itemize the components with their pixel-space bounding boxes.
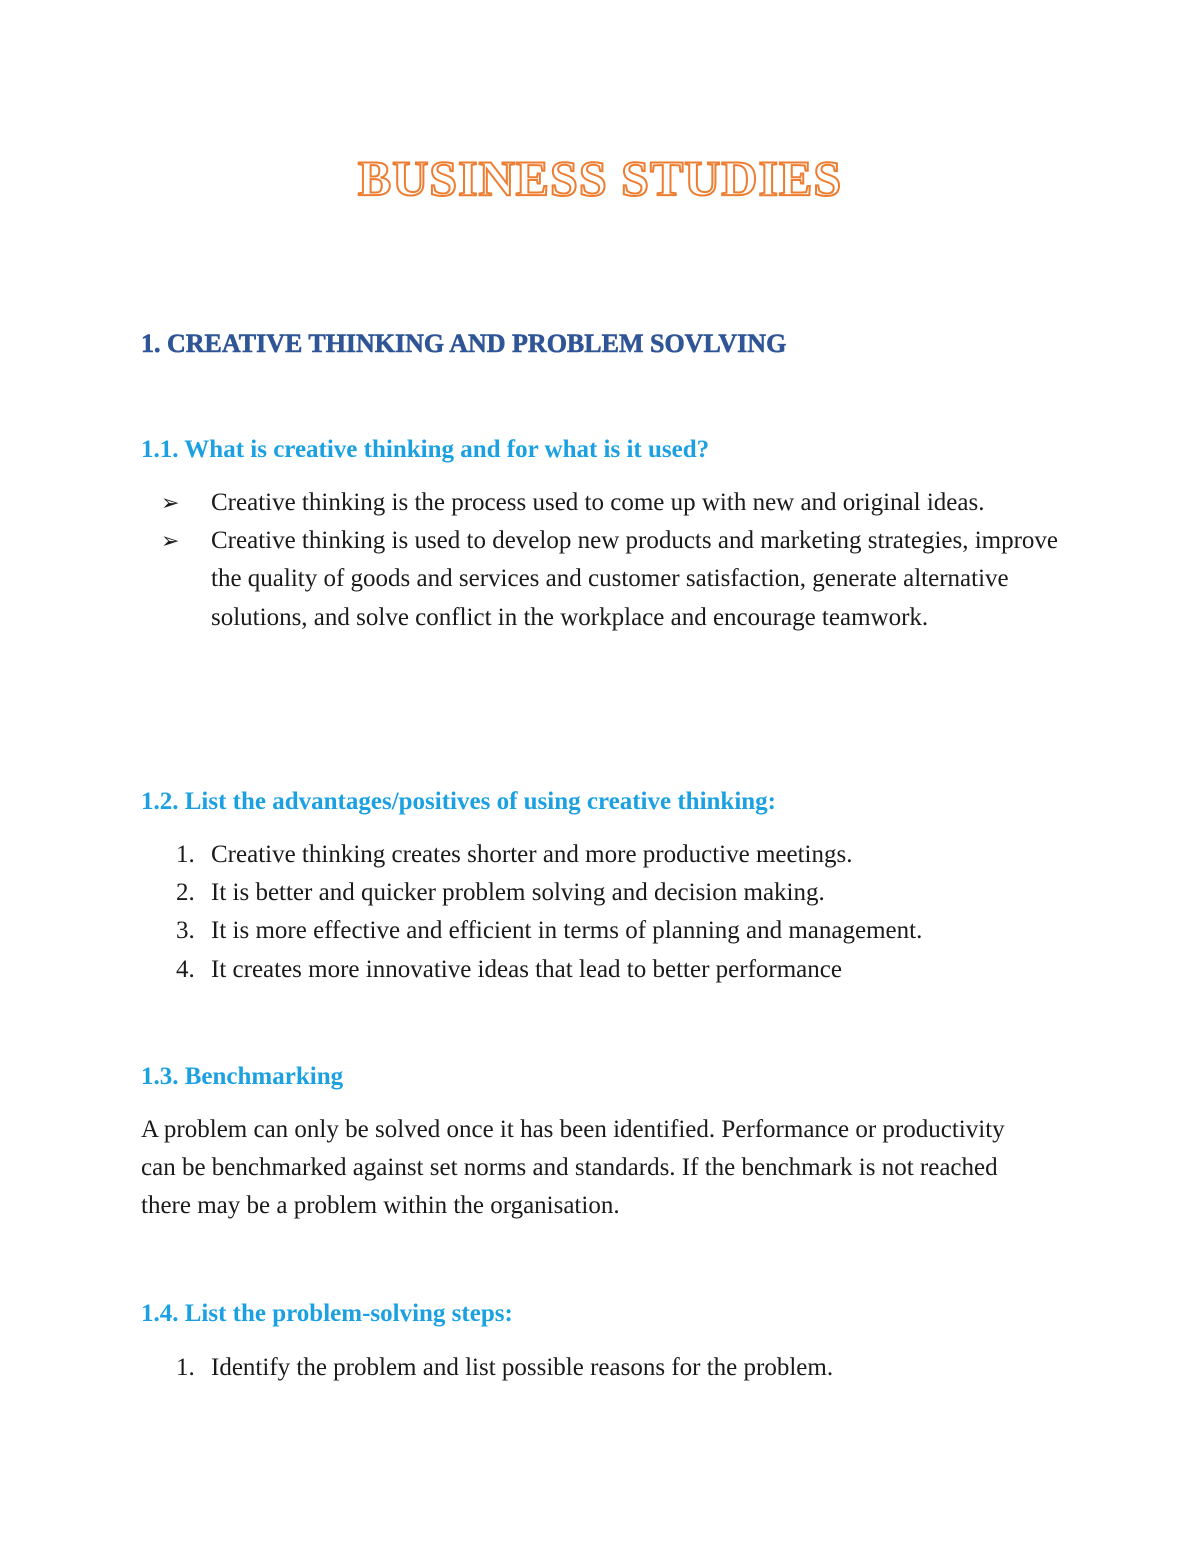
list-item-text: Creative thinking is the process used to come up with new and original ideas. (211, 489, 985, 516)
list-item-text: It is more effective and efficient in terms of planning and management. (211, 917, 923, 945)
list-item (141, 522, 1071, 637)
section-heading-1-1: 1.1. What is creative thinking and for what is it used? (141, 436, 710, 463)
list-item-number: 4. (176, 955, 195, 983)
list-item-number: 1. (176, 841, 195, 868)
arrowhead-bullet-icon: ➢ (161, 491, 180, 516)
list-item-number: 1. (176, 1354, 195, 1381)
list-item-text: It creates more innovative ideas that lead to better performance (211, 955, 842, 983)
list-item-text: It is better and quicker problem solving and decision making. (211, 879, 825, 907)
list-item (141, 874, 1071, 912)
list-item (141, 951, 1071, 989)
chapter-heading: 1. CREATIVE THINKING AND PROBLEM SOVLVING (141, 329, 787, 358)
bullet-list-1-1 (141, 484, 1071, 637)
list-item (141, 912, 1071, 950)
numbered-list-1-2 (141, 836, 1071, 989)
benchmarking-paragraph: A problem can only be solved once it has been identified. Performance or productivity can be benchmarked against set norms and standards. If the benchmark is not reached there may be a problem within the organisation. (141, 1116, 1005, 1220)
arrowhead-bullet-icon: ➢ (161, 529, 180, 555)
list-item-number: 3. (176, 917, 195, 945)
document-title: BUSINESS STUDIES (357, 150, 843, 206)
list-item (141, 484, 1071, 522)
numbered-list-1-4 (141, 1349, 1071, 1387)
list-item (141, 1349, 1071, 1387)
section-heading-1-2: 1.2. List the advantages/positives of using creative thinking: (141, 788, 776, 815)
list-item (141, 836, 1071, 874)
section-heading-1-4: 1.4. List the problem-solving steps: (141, 1300, 513, 1327)
list-item-text: Creative thinking is used to develop new products and marketing strategies, improve the quality of goods and services and customer satisfaction, generate alternative solutions, and solve conflict in the workplace and encourage teamwork. (211, 527, 1059, 631)
section-heading-1-3: 1.3. Benchmarking (141, 1063, 344, 1090)
list-item-text: Creative thinking creates shorter and more productive meetings. (211, 841, 853, 868)
list-item-number: 2. (176, 879, 195, 907)
list-item-text: Identify the problem and list possible reasons for the problem. (211, 1354, 834, 1381)
